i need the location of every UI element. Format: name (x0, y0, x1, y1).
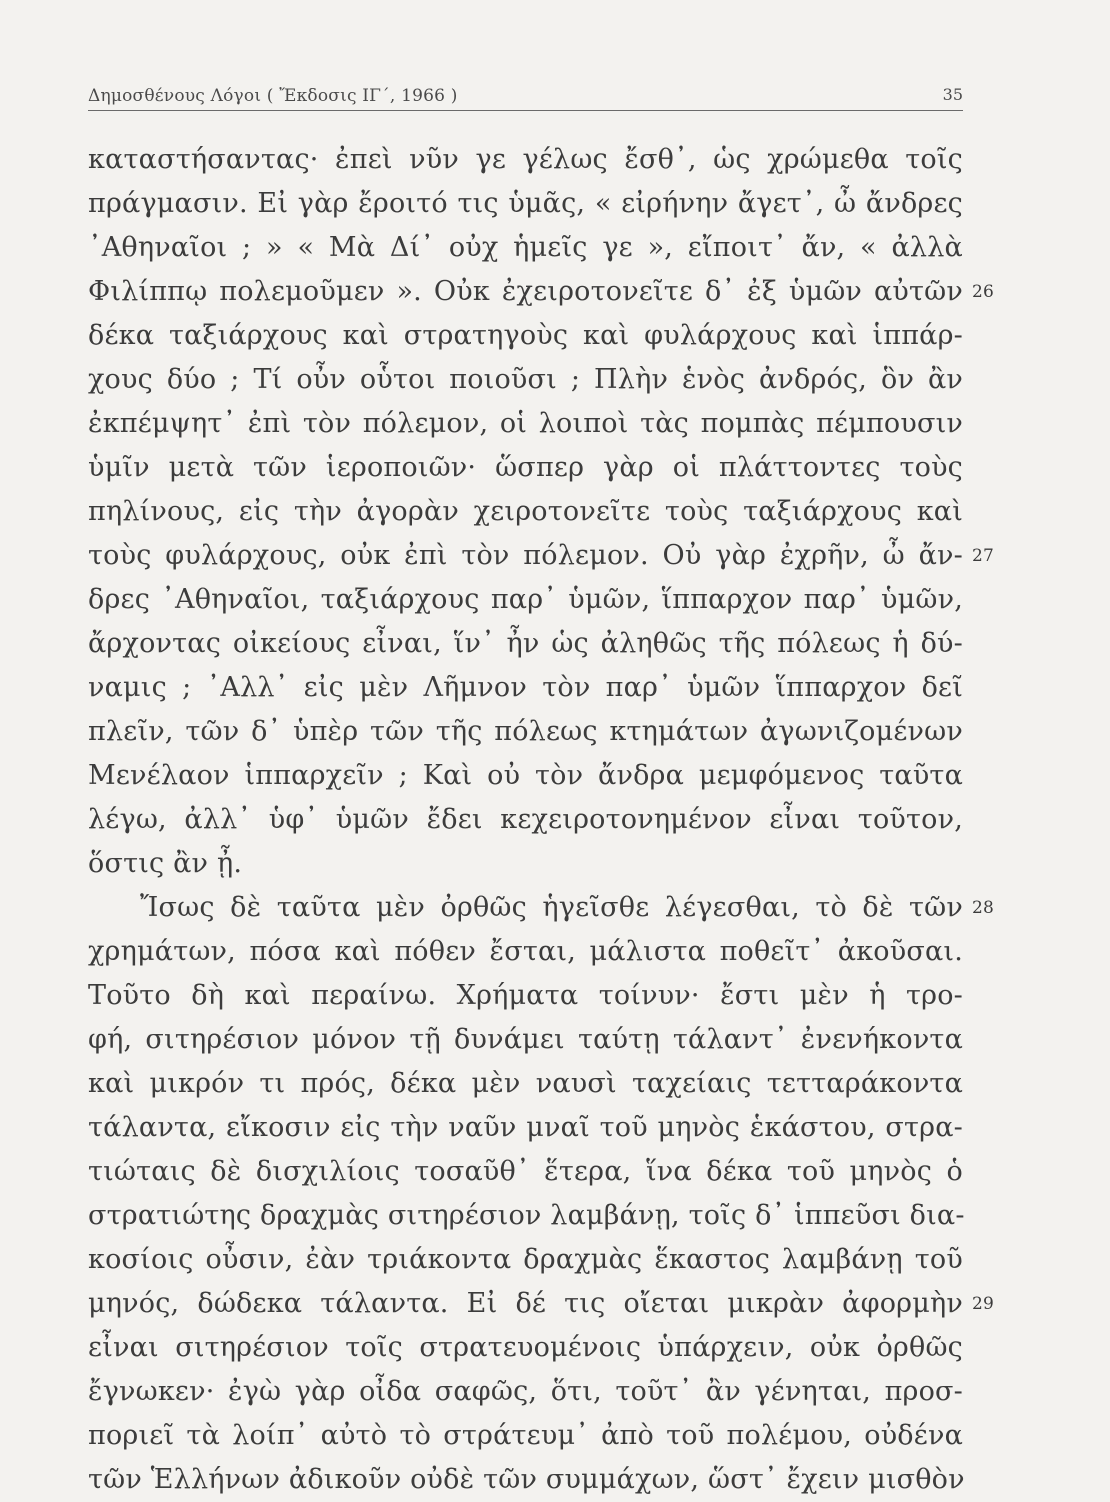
text-line (88, 578, 963, 622)
text-line (88, 314, 963, 358)
text-line (88, 622, 963, 666)
text-line-content: κοσίοις οὖσιν, ἐὰν τριάκοντα δραχμὰς ἕκαστος λαμβάνῃ τοῦ (88, 1244, 963, 1275)
text-line-content: φή, σιτηρέσιον μόνον τῇ δυνάμει ταύτῃ τάλαντ᾽ ἐνενήκοντα (88, 1024, 963, 1055)
section-number: 29 (972, 1294, 995, 1314)
text-line-content: ποριεῖ τὰ λοίπ᾽ αὐτὸ τὸ στράτευμ᾽ ἀπὸ τοῦ πολέμου, οὐδένα (88, 1420, 963, 1451)
text-line (88, 182, 963, 226)
running-title: Δημοσθένους Λόγοι ( Ἔκδοσις ΙΓ΄, 1966 ) (88, 86, 458, 106)
text-line (88, 798, 963, 842)
text-line-content: ναμις ; ᾽Αλλ᾽ εἰς μὲν Λῆμνον τὸν παρ᾽ ὑμῶν ἵππαρχον δεῖ (88, 672, 963, 703)
text-line-content: ἔγνωκεν· ἐγὼ γὰρ οἶδα σαφῶς, ὅτι, τοῦτ᾽ ἂν γένηται, προσ- (88, 1376, 963, 1407)
text-line-content: χους δύο ; Τί οὖν οὗτοι ποιοῦσι ; Πλὴν ἑνὸς ἀνδρός, ὃν ἂν (88, 364, 963, 395)
text-line (88, 226, 963, 270)
text-line-content: πλεῖν, τῶν δ᾽ ὑπὲρ τῶν τῆς πόλεως κτημάτων ἀγωνιζομένων (88, 716, 963, 747)
text-line (88, 1458, 963, 1502)
text-line (88, 974, 963, 1018)
text-line (88, 490, 963, 534)
text-line (88, 930, 963, 974)
text-line-content: καταστήσαντας· ἐπεὶ νῦν γε γέλως ἔσθ᾽, ὡς χρώμεθα τοῖς (88, 144, 963, 175)
text-line (88, 1326, 963, 1370)
text-line-content: Ἴσως δὲ ταῦτα μὲν ὀρθῶς ἡγεῖσθε λέγεσθαι, τὸ δὲ τῶν (140, 892, 963, 923)
text-line (88, 1194, 963, 1238)
text-line-content: Μενέλαον ἱππαρχεῖν ; Καὶ οὐ τὸν ἄνδρα μεμφόμενος ταῦτα (88, 760, 963, 791)
text-line (88, 842, 963, 886)
running-header (88, 80, 963, 111)
section-number: 28 (972, 898, 995, 918)
text-line (88, 666, 963, 710)
text-line-content: Τοῦτο δὴ καὶ περαίνω. Χρήματα τοίνυν· ἔστι μὲν ἡ τρο- (88, 980, 963, 1011)
text-line (88, 1062, 963, 1106)
text-line (88, 1238, 963, 1282)
text-line-content: λέγω, ἀλλ᾽ ὑφ᾽ ὑμῶν ἔδει κεχειροτονημένον εἶναι τοῦτον, (88, 804, 963, 835)
page-number: 35 (942, 85, 963, 104)
text-line-content: τάλαντα, εἴκοσιν εἰς τὴν ναῦν μναῖ τοῦ μηνὸς ἑκάστου, στρα- (88, 1112, 963, 1143)
text-line (88, 446, 963, 490)
text-line (88, 1282, 995, 1326)
text-line-content: ἄρχοντας οἰκείους εἶναι, ἵν᾽ ἦν ὡς ἀληθῶς τῆς πόλεως ἡ δύ- (88, 628, 963, 659)
text-line (88, 1106, 963, 1150)
text-line (88, 710, 963, 754)
text-line-content: τῶν Ἑλλήνων ἀδικοῦν οὐδὲ τῶν συμμάχων, ὥστ᾽ ἔχειν μισθὸν (88, 1464, 965, 1495)
text-line (88, 1018, 963, 1062)
body-text (88, 138, 995, 1502)
text-line (88, 754, 963, 798)
text-line (88, 402, 963, 446)
text-line-content: Φιλίππῳ πολεμοῦμεν ». Οὐκ ἐχειροτονεῖτε δ᾽ ἐξ ὑμῶν αὐτῶν (88, 276, 963, 307)
text-line-content: εἶναι σιτηρέσιον τοῖς στρατευομένοις ὑπάρχειν, οὐκ ὀρθῶς (88, 1332, 963, 1363)
section-number: 26 (972, 282, 995, 302)
text-line-content: ἐκπέμψητ᾽ ἐπὶ τὸν πόλεμον, οἱ λοιποὶ τὰς πομπὰς πέμπουσιν (88, 408, 963, 439)
text-line-content: χρημάτων, πόσα καὶ πόθεν ἔσται, μάλιστα ποθεῖτ᾽ ἀκοῦσαι. (88, 936, 963, 967)
text-line-content: μηνός, δώδεκα τάλαντα. Εἰ δέ τις οἴεται μικρὰν ἀφορμὴν (88, 1288, 963, 1319)
text-line-content: ὑμῖν μετὰ τῶν ἱεροποιῶν· ὥσπερ γὰρ οἱ πλάττοντες τοὺς (88, 452, 963, 483)
text-line (88, 534, 995, 578)
text-line-content: καὶ μικρόν τι πρός, δέκα μὲν ναυσὶ ταχείαις τετταράκοντα (88, 1068, 963, 1099)
text-line (88, 1150, 963, 1194)
text-line-content: πηλίνους, εἰς τὴν ἀγορὰν χειροτονεῖτε τοὺς ταξιάρχους καὶ (88, 496, 963, 527)
text-line (88, 138, 963, 182)
text-line (88, 270, 995, 314)
text-line-content: πράγμασιν. Εἰ γὰρ ἔροιτό τις ὑμᾶς, « εἰρήνην ἄγετ᾽, ὦ ἄνδρες (88, 188, 963, 219)
text-line (88, 886, 995, 930)
text-line (88, 1370, 963, 1414)
text-line-content: τιώταις δὲ δισχιλίοις τοσαῦθ᾽ ἕτερα, ἵνα δέκα τοῦ μηνὸς ὁ (88, 1156, 963, 1187)
text-line-content: τοὺς φυλάρχους, οὐκ ἐπὶ τὸν πόλεμον. Οὐ γὰρ ἐχρῆν, ὦ ἄν- (88, 540, 963, 571)
text-line (88, 1414, 963, 1458)
text-line-content: ᾽Αθηναῖοι ; » « Μὰ Δί᾽ οὐχ ἡμεῖς γε », εἴποιτ᾽ ἄν, « ἀλλὰ (88, 232, 963, 263)
text-line-content: ὅστις ἂν ᾖ. (88, 848, 243, 879)
text-line-content: στρατιώτης δραχμὰς σιτηρέσιον λαμβάνῃ, τοῖς δ᾽ ἱππεῦσι δια- (88, 1200, 965, 1231)
text-line-content: δέκα ταξιάρχους καὶ στρατηγοὺς καὶ φυλάρχους καὶ ἱππάρ- (88, 320, 963, 351)
text-line-content: δρες ᾽Αθηναῖοι, ταξιάρχους παρ᾽ ὑμῶν, ἵππαρχον παρ᾽ ὑμῶν, (88, 584, 963, 615)
text-line (88, 358, 963, 402)
section-number: 27 (972, 546, 995, 566)
